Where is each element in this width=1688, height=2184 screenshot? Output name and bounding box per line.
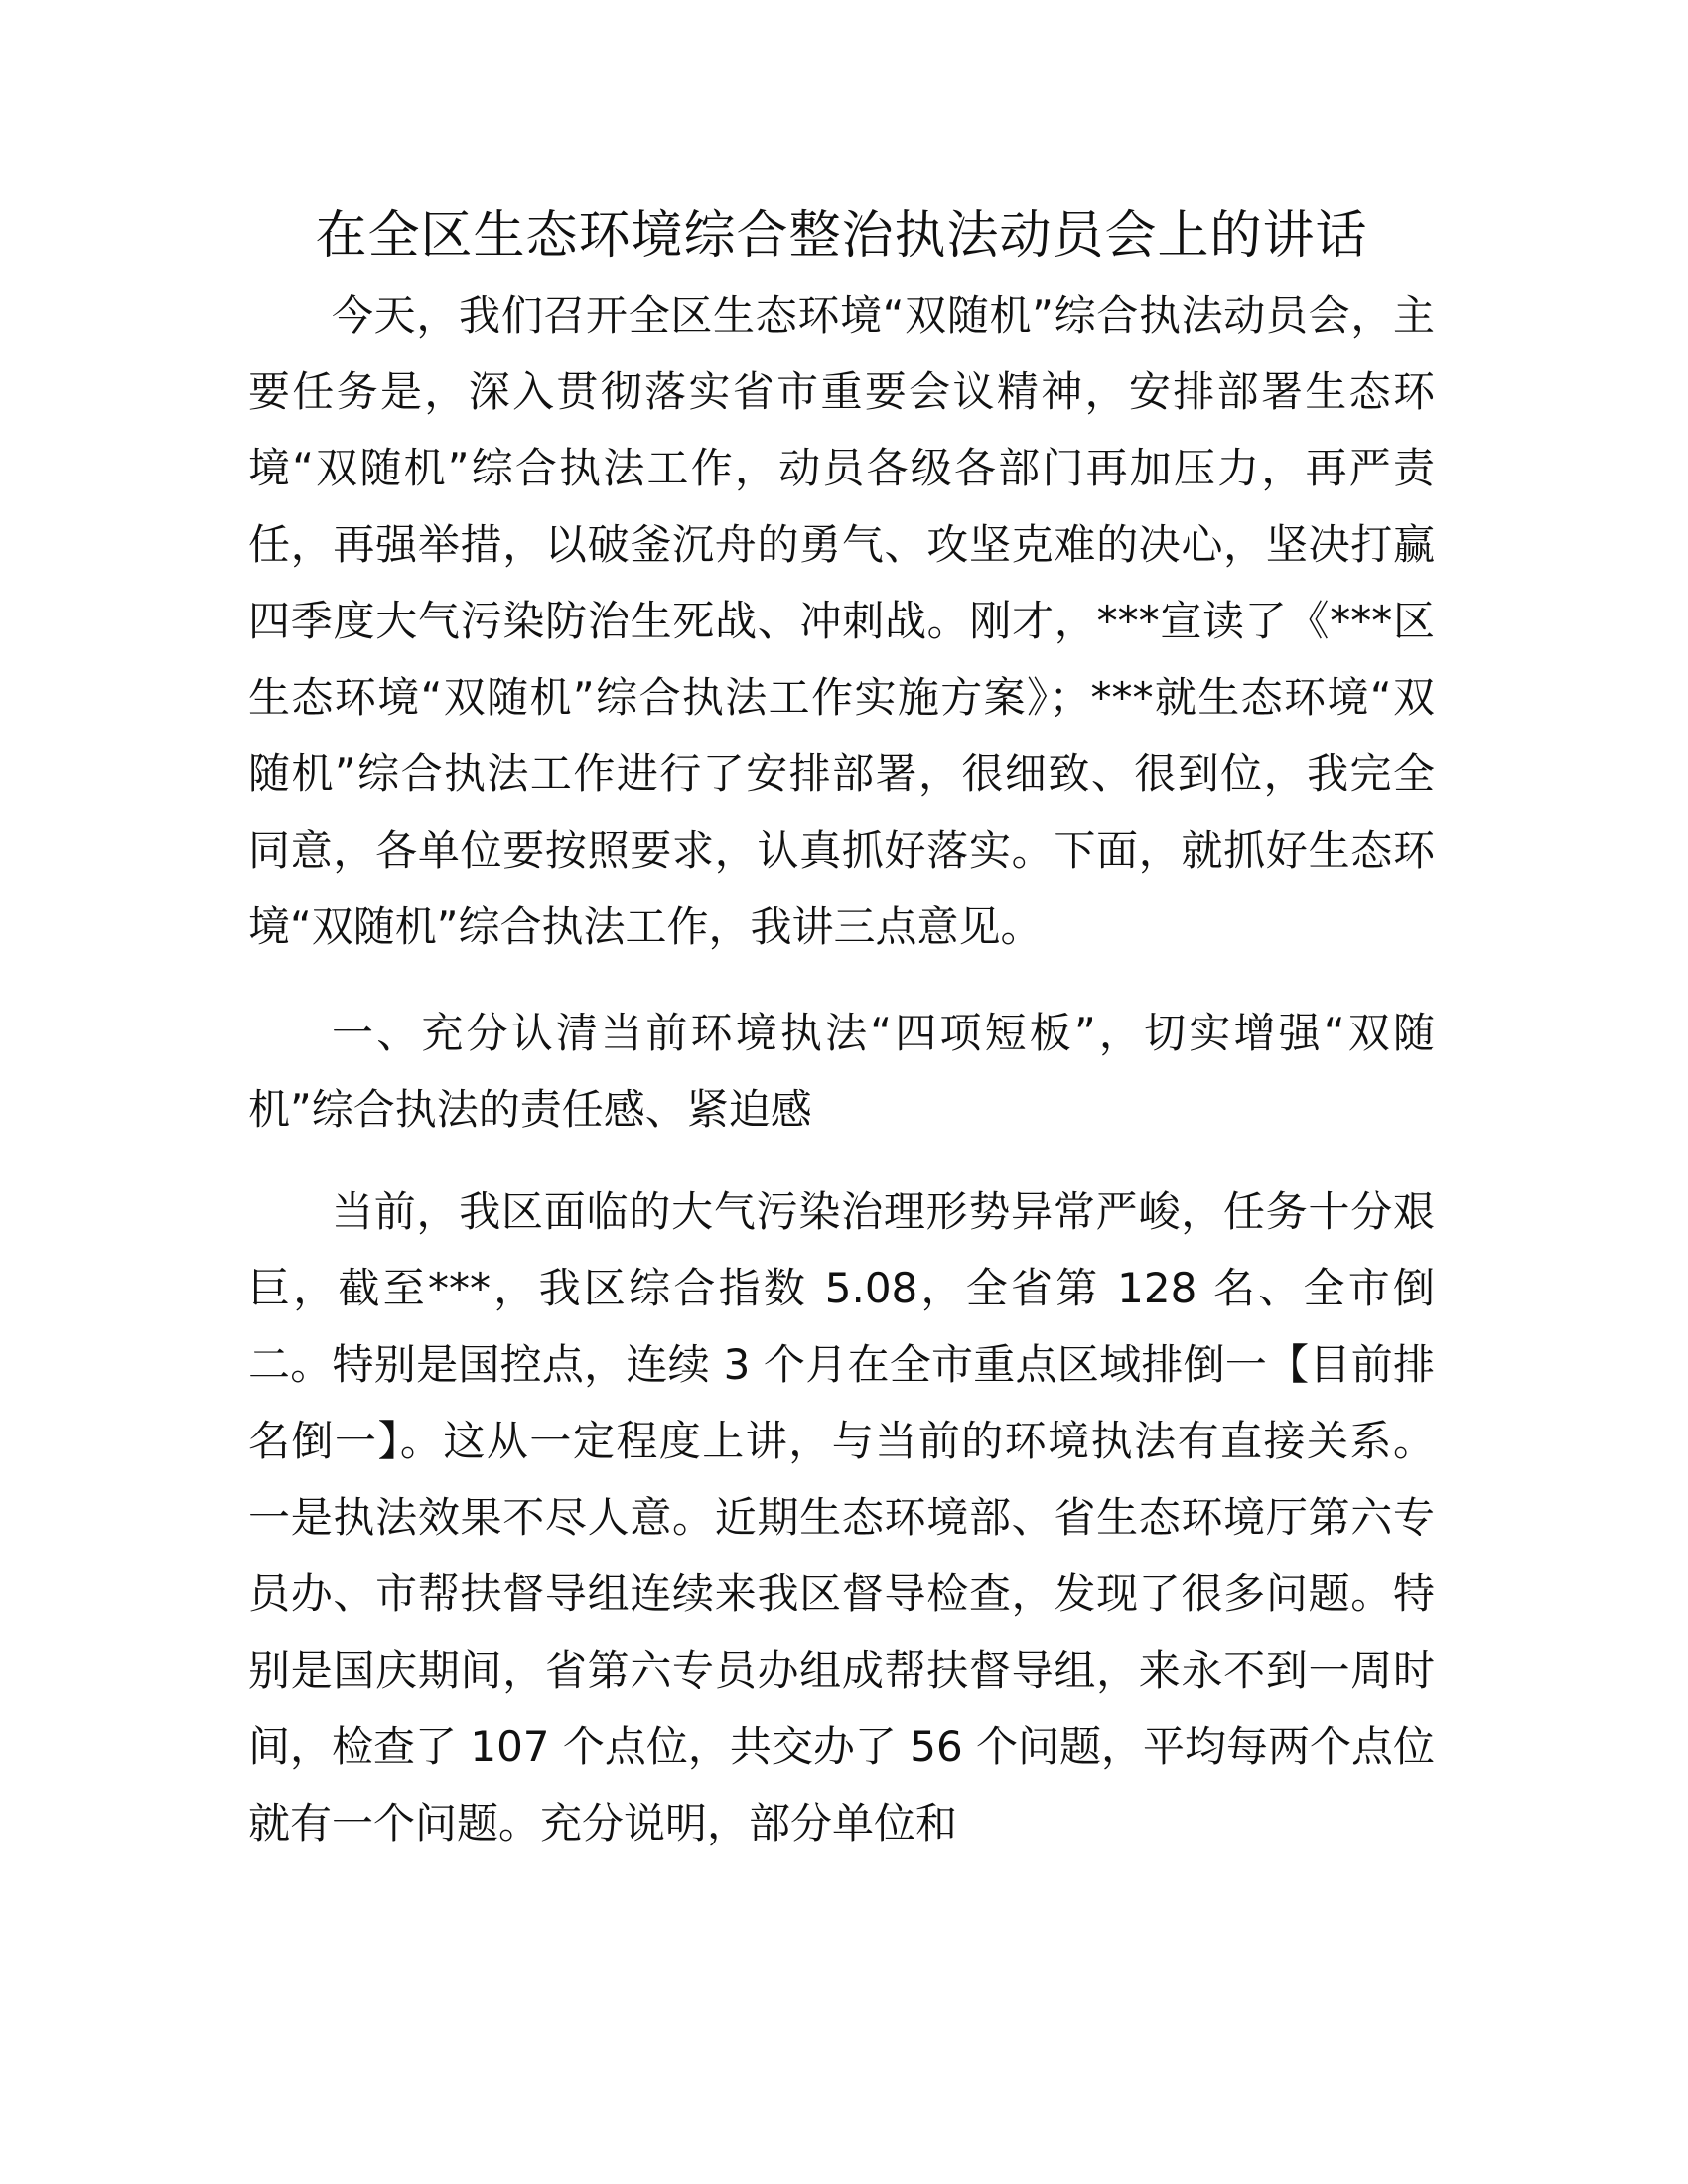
document-title: 在全区生态环境综合整治执法动员会上的讲话 — [315, 206, 1368, 266]
section-heading-1: 一、充分认清当前环境执法“四项短板”，切实增强“双随机”综合执法的责任感、紧迫感 — [248, 1009, 1435, 1134]
document-page — [248, 204, 1435, 1891]
section-1-paragraph: 当前，我区面临的大气污染治理形势异常严峻，任务十分艰巨，截至***，我区综合指数 5.08，全省第 128 名、全市倒二。特别是国控点，连续 3 个月在全市重点区域排倒一【目前排名倒一】。这从一定程度上讲，与当前的环境执法有直接关系。一是执法效果不尽人意。近期生态环境部、省生态环境厅第六专员办、市帮扶督导组连续来我区督导检查，发现了很多问题。特别是国庆期间，省第六专员办组成帮扶督导组，来永不到一周时间，检查了 107 个点位，共交办了 56 个问题，平均每两个点位就有一个问题。充分说明，部分单位和 — [248, 1187, 1436, 1847]
opening-paragraph: 今天，我们召开全区生态环境“双随机”综合执法动员会，主要任务是，深入贯彻落实省市重要会议精神，安排部署生态环境“双随机”综合执法工作，动员各级各部门再加压力，再严责任，再强举措，以破釜沉舟的勇气、攻坚克难的决心，坚决打赢四季度大气污染防治生死战、冲刺战。刚才，***宣读了《***区生态环境“双随机”综合执法工作实施方案》；***就生态环境“双随机”综合执法工作进行了安排部署，很细致、很到位，我完全同意，各单位要按照要求，认真抓好落实。下面，就抓好生态环境“双随机”综合执法工作，我讲三点意见。 — [248, 291, 1435, 951]
